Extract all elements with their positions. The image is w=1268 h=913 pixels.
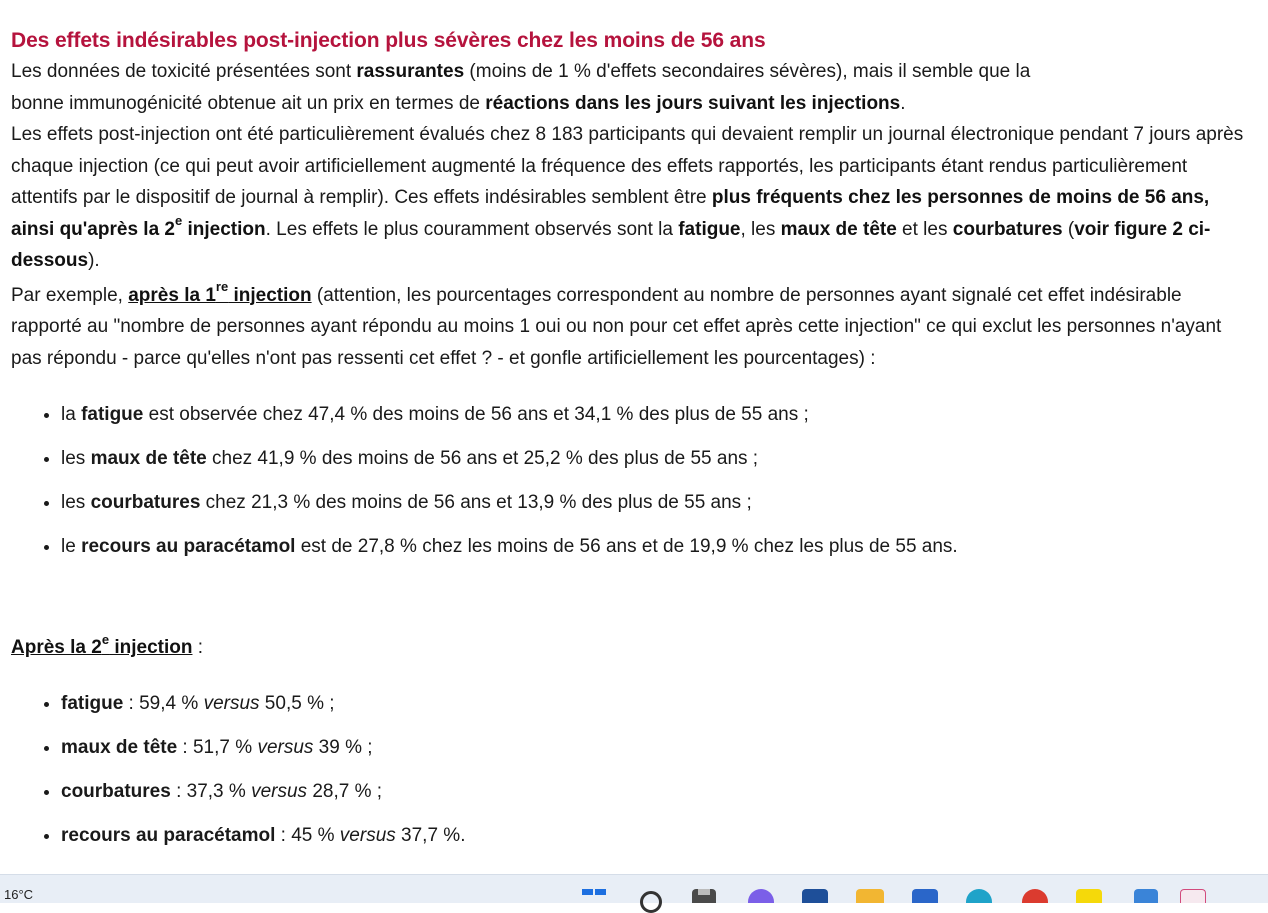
bold-text: maux de tête: [90, 448, 207, 469]
figure-reference: voir figure 2 ci-dessous: [11, 218, 1211, 271]
text: Les effets post-injection ont été particulièrement évalués chez 8 183 participants qui devaient remplir un journal électronique pendant 7 jours après chaque injection (ce qui peut avoir artificiellement augmenté la fréquence des effets rapportés, les participants étant rendus particulièrement attentifs par le dispositif de journal à remplir). Ces effets indésirables semblent être: [11, 124, 1244, 208]
article: [11, 26, 1251, 848]
text: les: [61, 492, 91, 513]
weather-widget[interactable]: 16°C: [4, 887, 34, 902]
bold-text: plus fréquents chez les personnes de moins de 56 ans, ainsi qu'après la 2: [11, 187, 1210, 240]
list-item: [61, 736, 1251, 760]
bold-text: courbatures: [61, 780, 171, 802]
first-injection-list: [11, 403, 1251, 559]
text: 28,7 % ;: [307, 780, 383, 802]
text: (: [1062, 218, 1075, 240]
text: bonne immunogénicité obtenue ait un prix en termes de: [11, 92, 486, 114]
text: (attention, les pourcentages correspondent au nombre de personnes ayant signalé cet effet indésirable rapporté au "nombre de personnes ayant répondu au moins 1 oui ou non pour cet effet après cette injection" ce qui exclut les personnes n'ayant pas répondu - parce qu'elles n'ont pas ressenti cet effet ? - et gonfle artificiellement les pourcentages) :: [11, 284, 1222, 369]
list-item: [61, 824, 1251, 848]
italic-text: versus: [257, 736, 314, 758]
list-item: [61, 535, 1251, 559]
norton-icon[interactable]: [1076, 889, 1102, 903]
bold-text: rassurantes: [356, 61, 465, 82]
chrome-icon[interactable]: [1022, 889, 1048, 903]
list-item: [61, 491, 1251, 515]
file-explorer-icon[interactable]: [856, 889, 884, 903]
bold-text: fatigue: [61, 692, 124, 714]
text: est de 27,8 % chez les moins de 56 ans et de 19,9 % chez les plus de 55 ans.: [295, 536, 958, 557]
snipping-tool-icon[interactable]: [1180, 889, 1206, 903]
bold-text: maux de tête: [61, 736, 178, 758]
superscript: e: [174, 213, 183, 229]
text: 50,5 % ;: [259, 692, 335, 714]
text: , les: [740, 218, 781, 240]
underlined-bold-text: injection: [109, 637, 193, 658]
text: : 37,3 %: [170, 780, 252, 802]
task-view-icon[interactable]: [692, 889, 716, 903]
superscript: re: [215, 279, 229, 295]
text: : 59,4 %: [123, 692, 204, 714]
italic-text: versus: [339, 824, 396, 846]
text: Par exemple,: [11, 284, 129, 306]
text: 37,7 %.: [395, 824, 466, 846]
text: 39 % ;: [313, 736, 373, 758]
text: le: [61, 536, 82, 557]
list-item: [61, 692, 1251, 716]
list-item: [61, 447, 1251, 471]
second-injection-list: [11, 692, 1251, 848]
chat-icon[interactable]: [748, 889, 774, 903]
text: : 45 %: [275, 824, 340, 846]
text: :: [192, 637, 204, 658]
search-icon[interactable]: [640, 891, 662, 913]
list-item: [61, 780, 1251, 804]
text: : 51,7 %: [177, 736, 258, 758]
bold-text: fatigue: [678, 218, 741, 240]
italic-text: versus: [203, 692, 260, 714]
bold-text: recours au paracétamol: [61, 824, 276, 846]
paragraph-effects: [11, 119, 1251, 277]
text: est observée chez 47,4 % des moins de 56 ans et 34,1 % des plus de 55 ans ;: [143, 404, 809, 425]
underlined-bold-text: injection: [228, 284, 312, 306]
second-injection-title: [11, 632, 1251, 664]
text: .: [900, 92, 906, 114]
store-icon[interactable]: [802, 889, 828, 903]
text: ).: [88, 250, 100, 271]
bold-text: courbatures: [952, 218, 1063, 240]
text: les: [61, 448, 91, 469]
text: chez 21,3 % des moins de 56 ans et 13,9 % des plus de 55 ans ;: [200, 492, 752, 513]
bold-text: fatigue: [81, 404, 144, 425]
bold-text: maux de tête: [780, 218, 897, 240]
bold-text: réactions dans les jours suivant les injections: [485, 92, 901, 114]
edge-icon[interactable]: [966, 889, 992, 903]
section-heading: Des effets indésirables post-injection plus sévères chez les moins de 56 ans: [11, 29, 766, 52]
text: chez 41,9 % des moins de 56 ans et 25,2 % des plus de 55 ans ;: [206, 448, 759, 469]
list-item: [61, 403, 1251, 427]
paragraph-example: [11, 280, 1251, 375]
notepad-icon[interactable]: [1134, 889, 1158, 903]
taskbar: [0, 874, 1268, 903]
superscript: e: [101, 631, 110, 647]
underlined-bold-text: après la 1: [128, 284, 216, 306]
mail-icon[interactable]: [912, 889, 938, 903]
underlined-bold-text: Après la 2: [11, 637, 102, 658]
text: Les données de toxicité présentées sont: [11, 61, 357, 82]
text: (moins de 1 % d'effets secondaires sévères), mais il semble que la: [464, 61, 1031, 82]
bold-text: courbatures: [90, 492, 201, 513]
bold-text: recours au paracétamol: [81, 536, 296, 557]
windows-start-icon[interactable]: [582, 889, 606, 903]
text: et les: [896, 218, 953, 240]
text: la: [61, 404, 82, 425]
bold-text: injection: [182, 218, 266, 240]
italic-text: versus: [251, 780, 308, 802]
text: . Les effets le plus couramment observés sont la: [265, 218, 679, 240]
